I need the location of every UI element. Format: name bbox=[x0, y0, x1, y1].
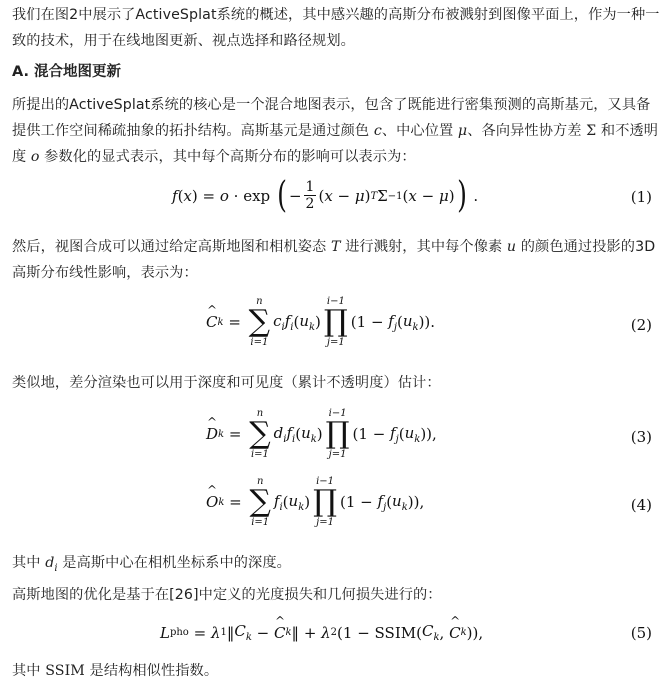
symbol-d-subscript: i bbox=[54, 562, 58, 574]
para1-text-b: 、中心位置 bbox=[381, 123, 458, 139]
para4-text-b: 是高斯中心在相机坐标系中的深度。 bbox=[57, 555, 291, 571]
para1-text-e: 参数化的显式表示，其中每个高斯分布的影响可以表示为： bbox=[39, 149, 416, 165]
para1-text-a: 所提出的ActiveSplat系统的核心是一个混合地图表示，包含了既能进行密集预测的高斯基元，又具备提供工作空间稀疏抽象的拓扑结构。高斯基元是通过颜色 bbox=[12, 97, 651, 139]
para4-text-a: 其中 bbox=[12, 555, 46, 571]
symbol-T: T bbox=[330, 239, 341, 255]
equation-5-number: (5) bbox=[630, 624, 652, 642]
paragraph-depth-visibility: 类似地，差分渲染也可以用于深度和可见度（累计不透明度）估计： bbox=[12, 375, 441, 391]
symbol-u: u bbox=[506, 239, 517, 255]
symbol-mu: μ bbox=[457, 123, 468, 139]
equation-5-formula: L pho = λ 1 ‖ $C_k$ − ^ C k ‖ + λ 2 (1 − SSIM( $C_k$ , ^ C k )), bbox=[160, 622, 483, 643]
equation-5 bbox=[0, 620, 670, 652]
symbol-ssim: SSIM bbox=[45, 663, 85, 679]
para6-text-a: 其中 bbox=[12, 663, 46, 679]
equation-1 bbox=[0, 176, 670, 222]
paragraph-ssim-definition bbox=[12, 658, 660, 684]
symbol-sigma: Σ bbox=[586, 123, 597, 139]
symbol-c: c bbox=[373, 123, 382, 139]
section-heading: A. 混合地图更新 bbox=[12, 64, 122, 80]
equation-3 bbox=[0, 408, 670, 468]
equation-4 bbox=[0, 476, 670, 536]
symbol-o: o bbox=[30, 149, 40, 165]
paragraph-optimization: 高斯地图的优化是基于在[26]中定义的光度损失和几何损失进行的： bbox=[12, 587, 442, 603]
para2-text-a: 然后，视图合成可以通过给定高斯地图和相机姿态 bbox=[12, 239, 331, 255]
para1-text-d: 和不透明度 bbox=[12, 123, 659, 165]
paragraph-hybrid-map bbox=[12, 92, 660, 170]
paragraph-depth-definition bbox=[12, 550, 660, 582]
equation-4-number: (4) bbox=[630, 496, 652, 514]
equation-3-formula: ^ D k = n ∑ i=1 $d_if_i$ ( $u_k$ ) i−1 ∏ j=1 (1 − $f_j$ ( $u_k$ )), bbox=[206, 408, 437, 460]
para2-text-c: 的颜色通过投影的3D高斯分布线性影响，表示为： bbox=[12, 239, 656, 281]
symbol-d: d bbox=[45, 555, 55, 571]
intro-paragraph: 我们在图2中展示了ActiveSplat系统的概述，其中感兴趣的高斯分布被溅射到图像平面上，作为一种一致的技术，用于在线地图更新、视点选择和路径规划。 bbox=[12, 7, 660, 49]
equation-2-formula: ^ C k = n ∑ i=1 $c_if_i$ ( $u_k$ ) i−1 ∏ j=1 (1 − $f_j$ ( $u_k$ )). bbox=[206, 296, 435, 348]
equation-1-number: (1) bbox=[630, 188, 652, 206]
equation-2 bbox=[0, 296, 670, 356]
equation-1-formula: f ( x ) = o · exp ( − $\frac{1}{2}$ ( x − μ ) T Σ −1 ( x − μ ) ) . bbox=[172, 175, 479, 216]
equation-4-formula: ^ O k = n ∑ i=1 $f_i$ ( $u_k$ ) i−1 ∏ j=1 (1 − $f_j$ ( $u_k$ )), bbox=[206, 476, 424, 528]
equation-2-number: (2) bbox=[630, 316, 652, 334]
para1-text-c: 、各向异性协方差 bbox=[467, 123, 587, 139]
paragraph-view-synthesis bbox=[12, 234, 660, 286]
equation-3-number: (3) bbox=[630, 428, 652, 446]
para2-text-b: 进行溅射，其中每个像素 bbox=[340, 239, 507, 255]
para6-text-b: 是结构相似性指数。 bbox=[84, 663, 219, 679]
